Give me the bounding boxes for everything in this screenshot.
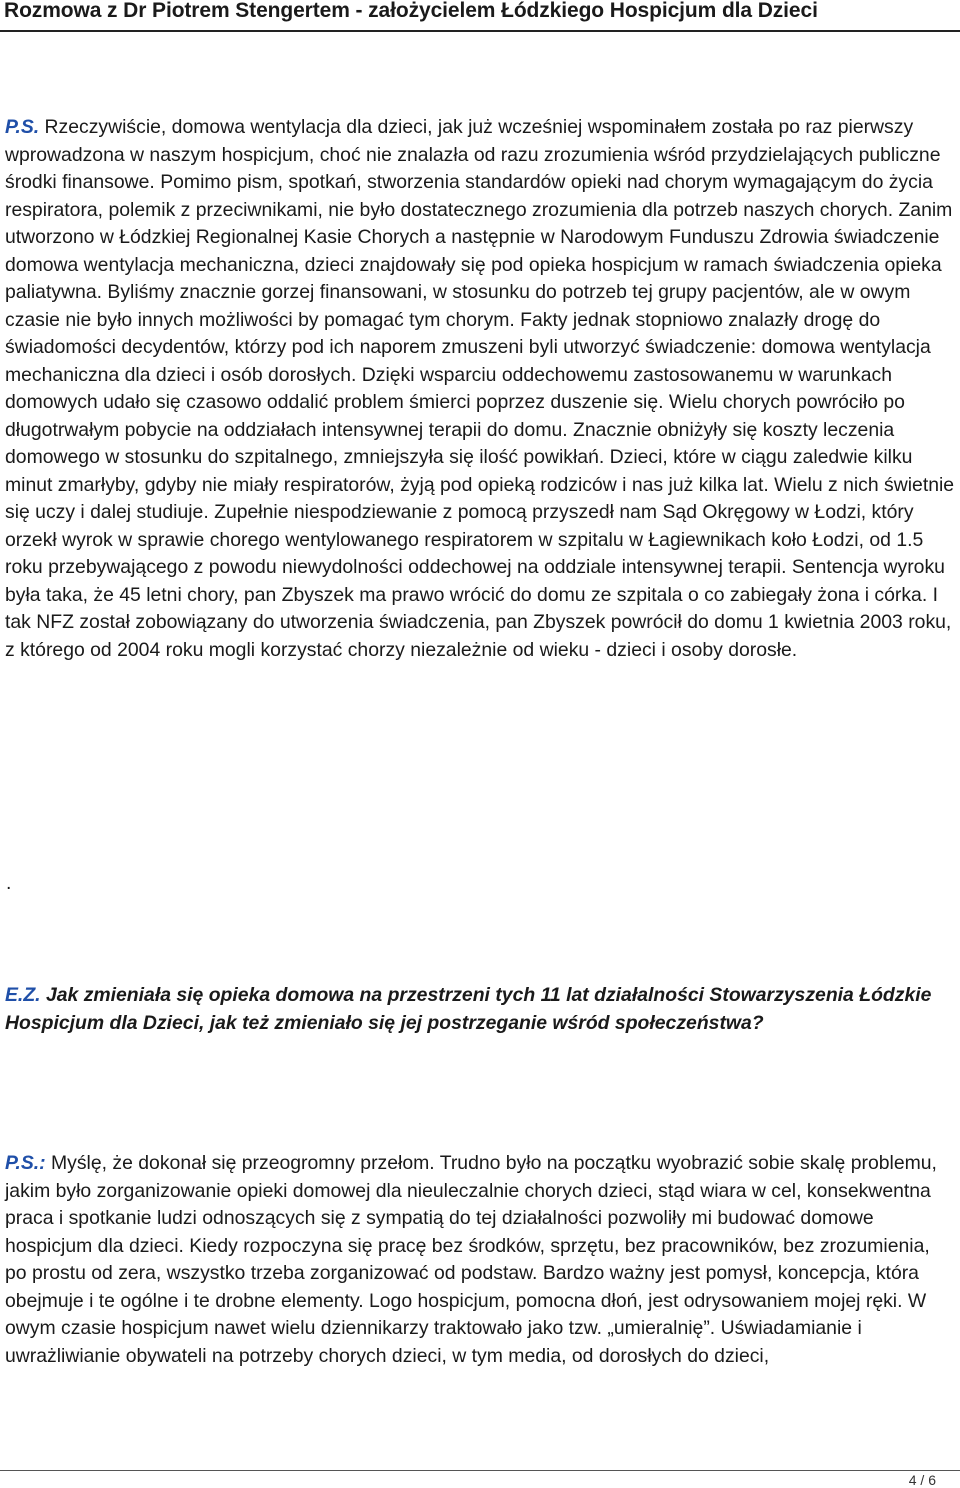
answer-paragraph-2 [5,1150,955,1370]
paragraph-text: Myślę, że dokonał się przeogromny przełom. Trudno było na początku wyobrazić sobie skalę problemu, jakim było zorganizowanie opieki domowej dla nieuleczalnie chorych dzieci, stąd wiara w cel, konsekwentna praca i spotkanie ludzi odnoszących się z sympatią do tej działalności pozwoliły mi budować domowe hospicjum dla dzieci. Kiedy rozpoczyna się pracę bez środków, sprzętu, bez pracowników, bez zrozumienia, po prostu od zera, wszystko trzeba zorganizować od podstaw. Bardzo ważny jest pomysł, koncepcja, która obejmuje i te ogólne i te drobne elementy. Logo hospicjum, pomocna dłoń, jest odrysowaniem mojej ręki. W owym czasie hospicjum nawet wielu dziennikarzy traktowało jako tzw. „umieralnię”. Uświadamianie i uwrażliwianie obywateli na potrzeby chorych dzieci, w tym media, od dorosłych do dzieci, [5,1152,937,1367]
question-text: Jak zmieniała się opieka domowa na przestrzeni tych 11 lat działalności Stowarzyszenia Łódzkie Hospicjum dla Dzieci, jak też zmieniało się jej postrzeganie wśród społeczeństwa? [5,984,932,1034]
speaker-label: P.S. [5,116,40,138]
document-title: Rozmowa z Dr Piotrem Stengertem - założycielem Łódzkiego Hospicjum dla Dzieci [4,0,818,22]
separator-dot: . [6,872,12,894]
speaker-label: E.Z. [5,984,41,1006]
speaker-label: P.S.: [5,1152,46,1174]
header-divider [0,30,960,32]
footer-divider [0,1470,960,1471]
page-number: 4 / 6 [908,1472,936,1488]
answer-paragraph-1 [5,114,955,664]
question-paragraph [5,982,955,1037]
page-header [0,0,960,32]
paragraph-text: Rzeczywiście, domowa wentylacja dla dzieci, jak już wcześniej wspominałem została po raz pierwszy wprowadzona w naszym hospicjum, choć nie znalazła od razu zrozumienia wśród przydzielających publiczne środki finansowe. Pomimo pism, spotkań, stworzenia standardów opieki nad chorym wymagającym do życia respiratora, polemik z przeciwnikami, nie było dostatecznego zrozumienia dla potrzeb naszych chorych. Zanim utworzono w Łódzkiej Regionalnej Kasie Chorych a następnie w Narodowym Funduszu Zdrowia świadczenie domowa wentylacja mechaniczna, dzieci znajdowały się pod opieka hospicjum w ramach świadczenia opieka paliatywna. Byliśmy znacznie gorzej finansowani, w stosunku do potrzeb tej grupy pacjentów, ale w owym czasie nie było innych możliwości by pomagać tym chorym. Fakty jednak stopniowo znalazły drogę do świadomości decydentów, którzy pod ich naporem zmuszeni byli utworzyć świadczenie: domowa wentylacja mechaniczna dla dzieci i osób dorosłych. Dzięki wsparciu oddechowemu zastosowanemu w warunkach domowych udało się czasowo oddalić problem śmierci poprzez duszenie się. Wielu chorych powróciło po długotrwałym pobycie na oddziałach intensywnej terapii do domu. Znacznie obniżyły się koszty leczenia domowego w stosunku do szpitalnego, zmniejszyła się ilość powikłań. Dzieci, które w ciągu zaledwie kilku minut zmarłyby, gdyby nie miały respiratorów, żyją pod opieką rodziców i nas już kilka lat. Wielu z nich świetnie się uczy i dalej studiuje. Zupełnie niespodziewanie z pomocą przyszedł nam Sąd Okręgowy w Łodzi, który orzekł wyrok w sprawie chorego wentylowanego respiratorem w szpitalu w Łagiewnikach koło Łodzi, od 1.5 roku przebywającego z powodu niewydolności oddechowej na oddziale intensywnej terapii. Sentencja wyroku była taka, że 45 letni chory, pan Zbyszek ma prawo wrócić do domu ze szpitala o co zabiegały żona i córka. I tak NFZ został zobowiązany do utworzenia świadczenia, pan Zbyszek powrócił do domu 1 kwietnia 2003 roku, z którego od 2004 roku mogli korzystać chorzy niezależnie od wieku - dzieci i osoby dorosłe. [5,116,955,661]
